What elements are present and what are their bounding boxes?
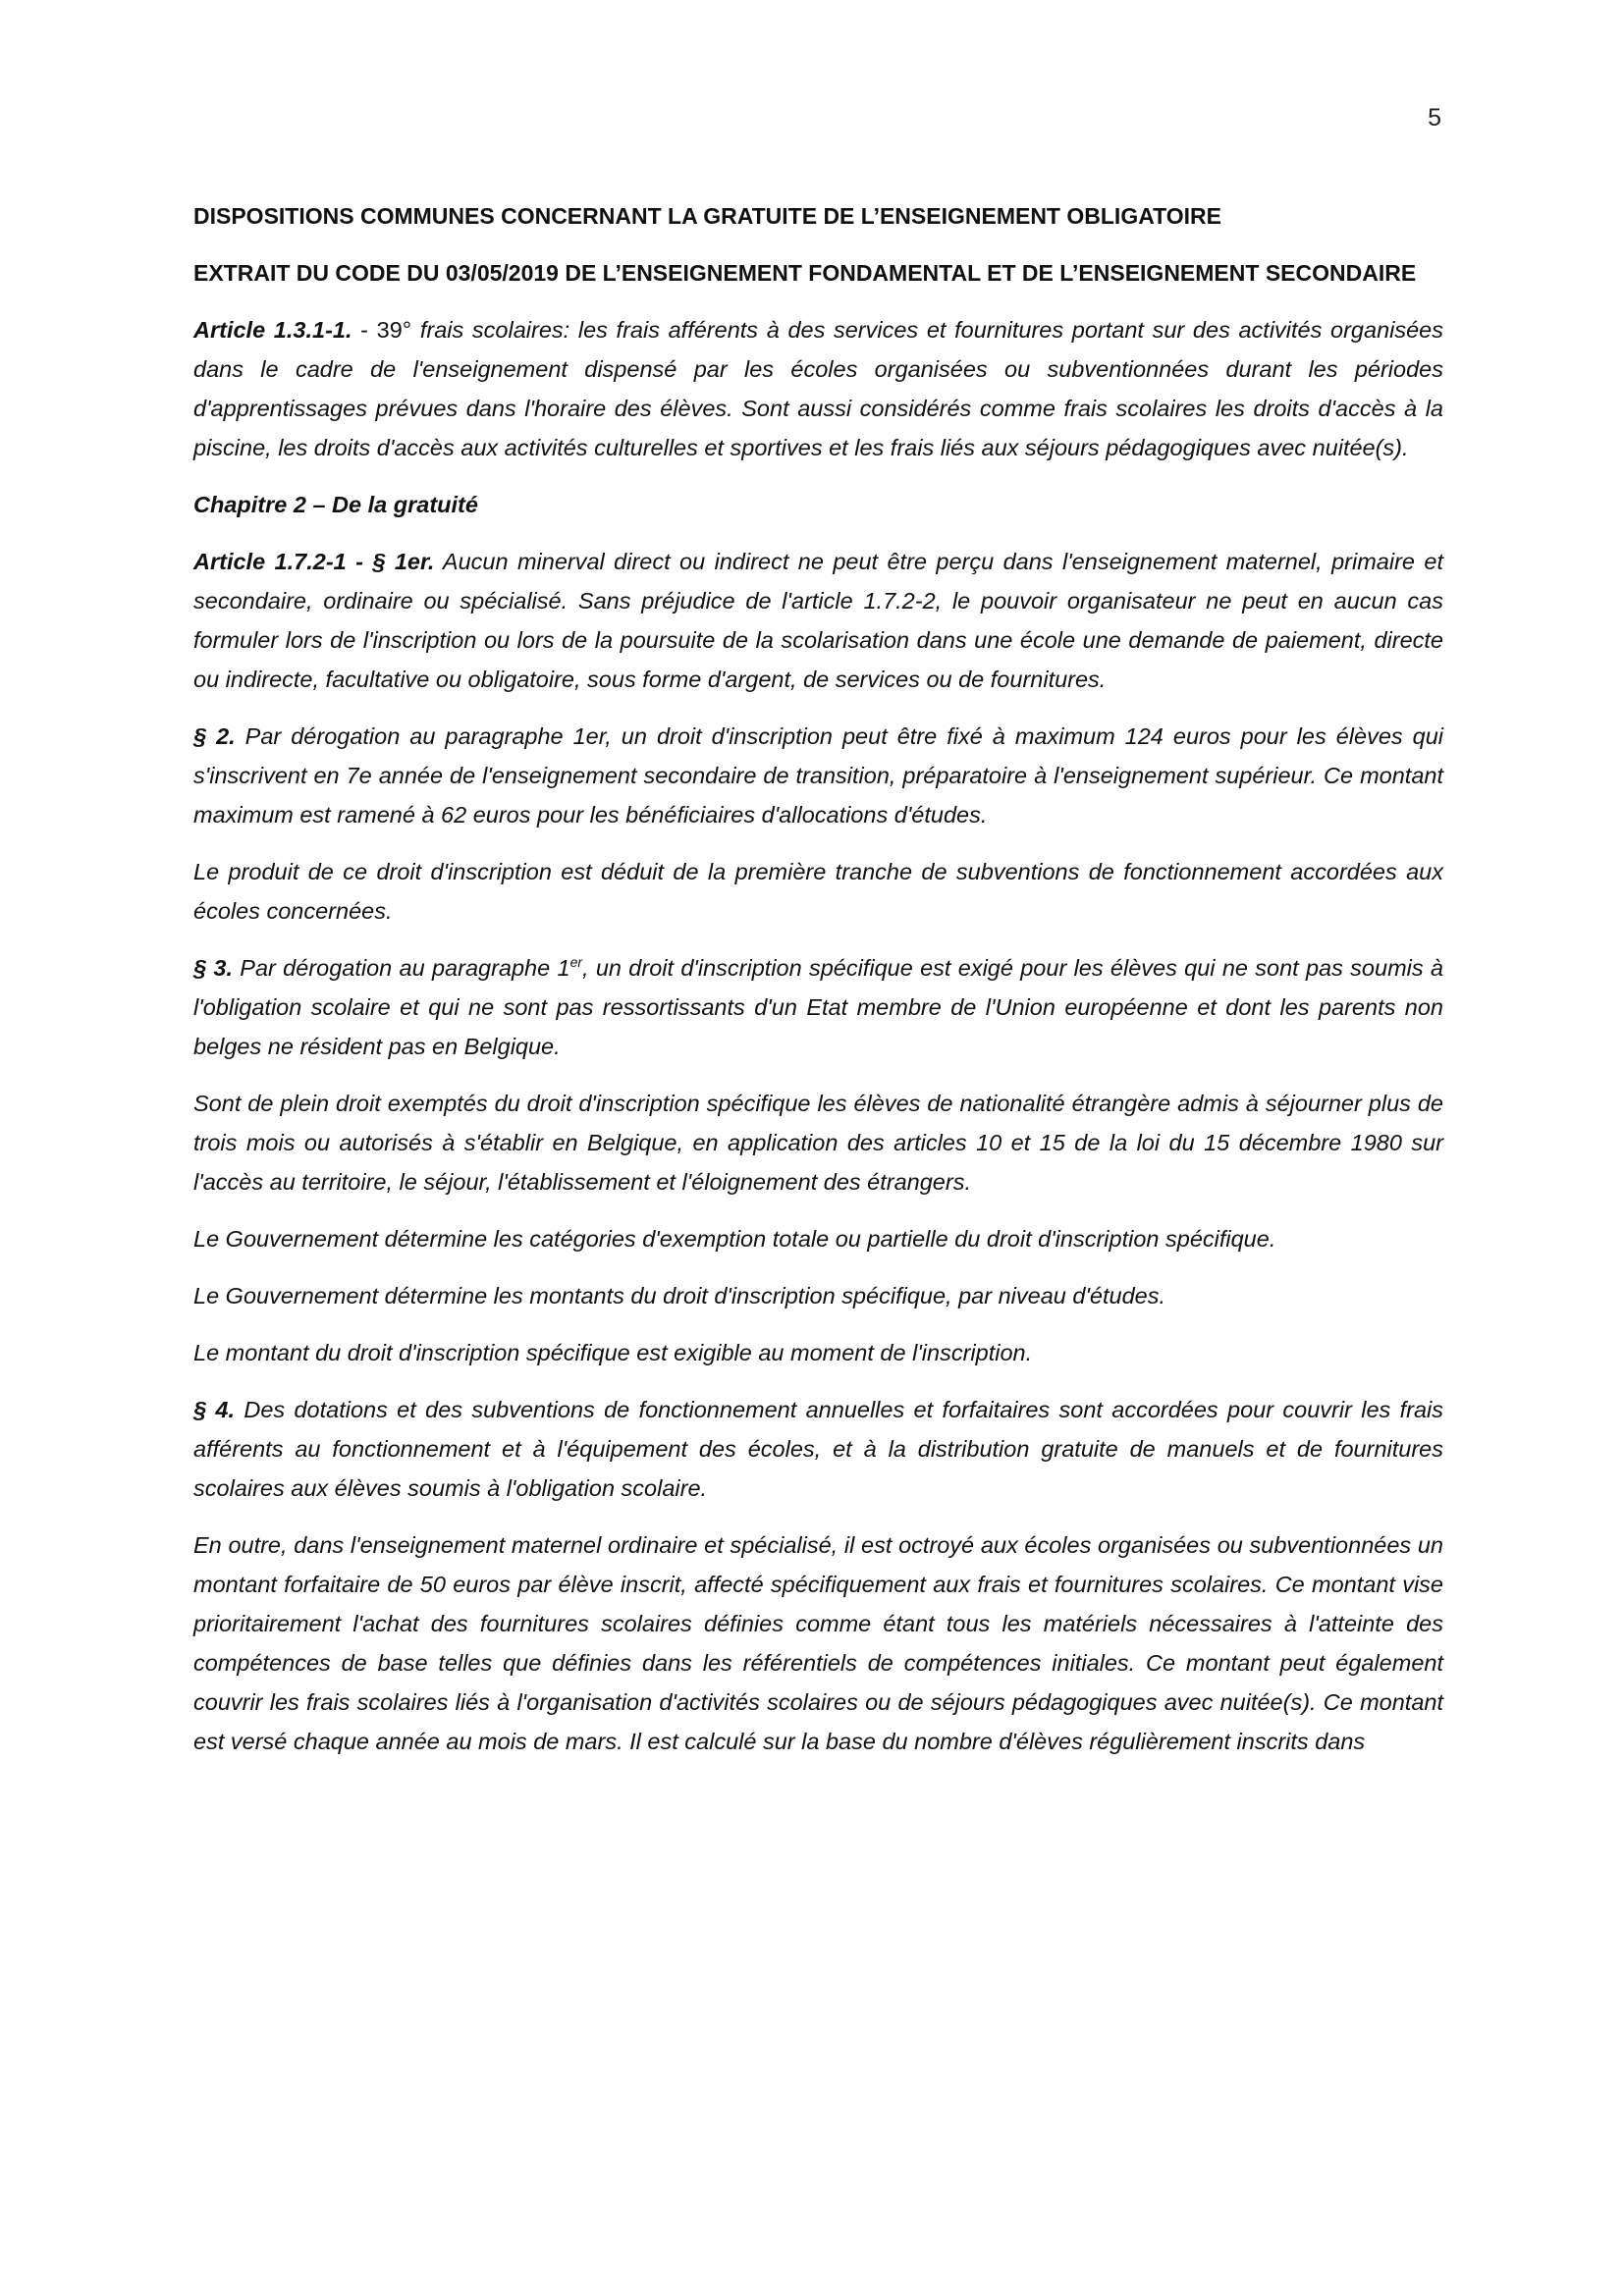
- paragraph-2: [193, 717, 1443, 834]
- paragraph-3-followup: Le montant du droit d'inscription spécifique est exigible au moment de l'inscription.: [193, 1340, 1033, 1365]
- article-point-number: 39°: [376, 317, 412, 343]
- article-1-3-1-1: [193, 310, 1443, 467]
- paragraph-3-followup: Le Gouvernement détermine les montants du droit d'inscription spécifique, par niveau d'études.: [193, 1283, 1166, 1308]
- article-text: frais scolaires: les frais afférents à des services et fournitures portant sur des activités organisées dans le cadre de l'enseignement dispensé par les écoles organisées ou subventionnées durant les périodes d'apprentissages prévues dans l'horaire des élèves. Sont aussi considérés comme frais scolaires les droits d'accès à la piscine, les droits d'accès aux activités culturelles et sportives et les frais liés aux séjours pédagogiques avec nuitée(s).: [193, 317, 1443, 460]
- paragraph-3-followup: Sont de plein droit exemptés du droit d'inscription spécifique les élèves de nationalité étrangère admis à séjourner plus de trois mois ou autorisés à s'établir en Belgique, en application des articles 10 et 15 de la loi du 15 décembre 1980 sur l'accès au territoire, le séjour, l'établissement et l'éloignement des étrangers.: [193, 1091, 1443, 1195]
- superscript: er: [569, 954, 583, 971]
- paragraph-3-followup: Le Gouvernement détermine les catégories d'exemption totale ou partielle du droit d'inscription spécifique.: [193, 1226, 1276, 1252]
- paragraph-text: Par dérogation au paragraphe 1: [232, 955, 570, 981]
- chapter-title: Chapitre 2 – De la gratuité: [193, 492, 478, 517]
- article-dash: -: [352, 317, 377, 343]
- section-subheading: EXTRAIT DU CODE DU 03/05/2019 DE L’ENSEIGNEMENT FONDAMENTAL ET DE L’ENSEIGNEMENT SECONDAIRE: [193, 260, 1417, 286]
- paragraph-4-followup: En outre, dans l'enseignement maternel ordinaire et spécialisé, il est octroyé aux écoles organisées ou subventionnées un montant forfaitaire de 50 euros par élève inscrit, affecté spécifiquement aux frais et fournitures scolaires. Ce montant vise prioritairement l'achat des fournitures scolaires définies comme étant tous les matériels nécessaires à l'atteinte des compétences de base telles que définies dans les référentiels de compétences initiales. Ce montant peut également couvrir les frais scolaires liés à l'organisation d'activités scolaires ou de séjours pédagogiques avec nuitée(s). Ce montant est versé chaque année au mois de mars. Il est calculé sur la base du nombre d'élèves régulièrement inscrits dans: [193, 1532, 1443, 1754]
- paragraph-text: Par dérogation au paragraphe 1er, un droit d'inscription peut être fixé à maximum 124 euros pour les élèves qui s'inscrivent en 7e année de l'enseignement secondaire de transition, préparatoire à l'enseignement supérieur. Ce montant maximum est ramené à 62 euros pour les bénéficiaires d'allocations d'études.: [193, 723, 1443, 828]
- paragraph-4: [193, 1390, 1443, 1508]
- paragraph-label: § 3.: [193, 955, 233, 981]
- paragraph-2-followup: Le produit de ce droit d'inscription est déduit de la première tranche de subventions de fonctionnement accordées aux écoles concernées.: [193, 859, 1443, 924]
- paragraph-3: [193, 948, 1443, 1066]
- article-1-7-2-1: [193, 542, 1443, 699]
- article-label: Article 1.7.2-1 - § 1er.: [193, 549, 435, 574]
- paragraph-text: Des dotations et des subventions de fonctionnement annuelles et forfaitaires sont accordées pour couvrir les frais afférents au fonctionnement et à l'équipement des écoles, et à la distribution gratuite de manuels et de fournitures scolaires aux élèves soumis à l'obligation scolaire.: [193, 1397, 1444, 1501]
- section-heading: DISPOSITIONS COMMUNES CONCERNANT LA GRATUITE DE L’ENSEIGNEMENT OBLIGATOIRE: [193, 203, 1221, 229]
- paragraph-label: § 2.: [193, 723, 236, 749]
- article-text: Aucun minerval direct ou indirect ne peut être perçu dans l'enseignement maternel, primaire et secondaire, ordinaire ou spécialisé. Sans préjudice de l'article 1.7.2-2, le pouvoir organisateur ne peut en aucun cas formuler lors de l'inscription ou lors de la poursuite de la scolarisation dans une école une demande de paiement, directe ou indirecte, facultative ou obligatoire, sous forme d'argent, de services ou de fournitures.: [193, 549, 1443, 692]
- document-body: [193, 196, 1443, 1779]
- paragraph-label: § 4.: [193, 1397, 236, 1422]
- article-label: Article 1.3.1-1.: [193, 317, 352, 343]
- paragraph-text-cont: , un droit d'inscription spécifique est exigé pour les élèves qui ne sont pas soumis à l'obligation scolaire et qui ne sont pas ressortissants d'un Etat membre de l'Union européenne et dont les parents non belges ne résident pas en Belgique.: [193, 955, 1443, 1059]
- page-number: 5: [1428, 104, 1441, 132]
